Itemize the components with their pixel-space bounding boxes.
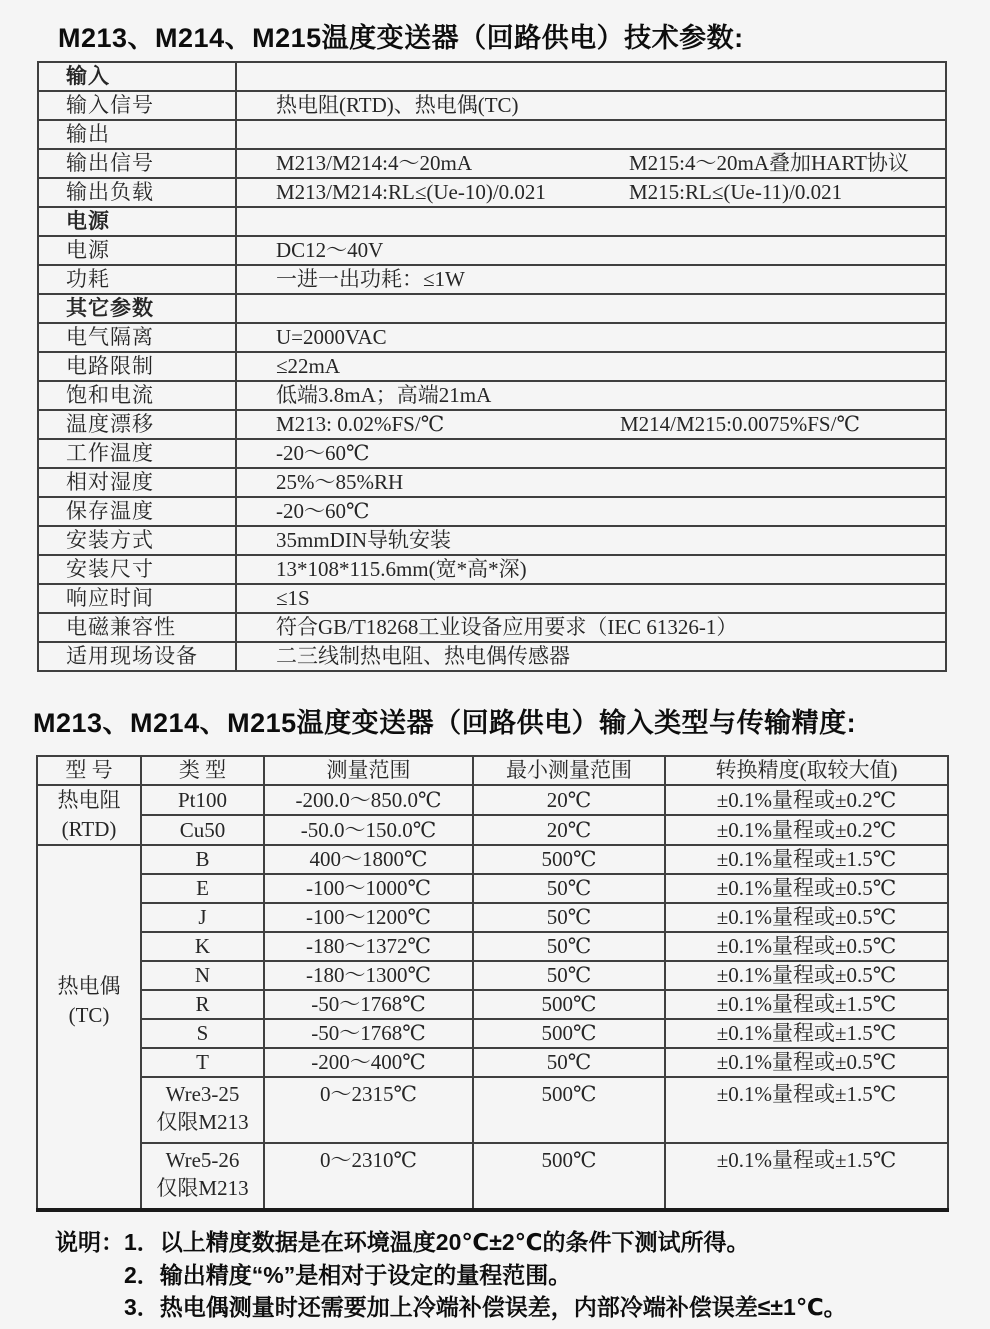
param-label: 输入信号	[38, 91, 236, 120]
table-row	[37, 874, 948, 903]
param-value: 13*108*115.6mm(宽*高*深)	[236, 555, 946, 584]
param-value: 低端3.8mA；高端21mA	[236, 381, 946, 410]
min-range-cell: 500℃	[473, 1077, 665, 1143]
table-row	[38, 497, 946, 526]
range-cell: -50.0～150.0℃	[264, 815, 473, 845]
col-header-model: 型 号	[37, 756, 141, 785]
param-label: 温度漂移	[38, 410, 236, 439]
param-value: ≤22mA	[236, 352, 946, 381]
param-value: 一进一出功耗：≤1W	[236, 265, 946, 294]
range-cell: 0～2310℃	[264, 1143, 473, 1210]
table-row	[38, 410, 946, 439]
min-range-cell: 50℃	[473, 961, 665, 990]
col-header-min-range: 最小测量范围	[473, 756, 665, 785]
table-row	[38, 265, 946, 294]
range-cell: -200～400℃	[264, 1048, 473, 1077]
param-value-right: M215:RL≤(Ue-11)/0.021	[629, 180, 843, 204]
table-row	[38, 468, 946, 497]
param-value	[236, 178, 946, 207]
param-label: 输出信号	[38, 149, 236, 178]
param-label: 输出负载	[38, 178, 236, 207]
table-row	[38, 91, 946, 120]
param-label: 保存温度	[38, 497, 236, 526]
type-cell: K	[141, 932, 264, 961]
header-row	[37, 756, 948, 785]
param-value: 符合GB/T18268工业设备应用要求（IEC 61326-1）	[236, 613, 946, 642]
param-label: 电磁兼容性	[38, 613, 236, 642]
param-value: ≤1S	[236, 584, 946, 613]
section-label: 电源	[38, 207, 236, 236]
table-row	[38, 207, 946, 236]
table-row	[38, 439, 946, 468]
table-row	[37, 932, 948, 961]
accuracy-cell: ±0.1%量程或±0.5℃	[665, 932, 948, 961]
model-group-abbr: (RTD)	[61, 817, 117, 841]
param-value: 25%～85%RH	[236, 468, 946, 497]
table-row	[38, 381, 946, 410]
section-label: 输出	[38, 120, 236, 149]
tech-params-table	[37, 61, 947, 672]
type-note: 仅限M213	[156, 1176, 249, 1200]
param-label: 工作温度	[38, 439, 236, 468]
range-cell: -50～1768℃	[264, 1019, 473, 1048]
param-label: 安装方式	[38, 526, 236, 555]
param-label: 响应时间	[38, 584, 236, 613]
min-range-cell: 20℃	[473, 815, 665, 845]
col-header-accuracy: 转换精度(取较大值)	[665, 756, 948, 785]
model-group-name: 热电偶	[57, 974, 121, 998]
range-cell: 400～1800℃	[264, 845, 473, 874]
tech-params-title: M213、M214、M215温度变送器（回路供电）技术参数:	[58, 23, 744, 53]
param-label: 电源	[38, 236, 236, 265]
table-row	[37, 845, 948, 874]
section-label: 输入	[38, 62, 236, 91]
table-row	[38, 323, 946, 352]
section-label: 其它参数	[38, 294, 236, 323]
model-group-name-wrap	[38, 972, 140, 1030]
type-cell: Cu50	[141, 815, 264, 845]
min-range-cell: 50℃	[473, 1048, 665, 1077]
accuracy-cell: ±0.1%量程或±0.5℃	[665, 903, 948, 932]
range-cell: -50～1768℃	[264, 990, 473, 1019]
table-row	[38, 62, 946, 91]
accuracy-cell: ±0.1%量程或±1.5℃	[665, 1019, 948, 1048]
type-name: Wre3-25	[165, 1082, 240, 1106]
range-cell: 0～2315℃	[264, 1077, 473, 1143]
range-cell: -100～1200℃	[264, 903, 473, 932]
table-row	[37, 1048, 948, 1077]
table-row	[37, 1019, 948, 1048]
table-row	[38, 584, 946, 613]
type-cell: T	[141, 1048, 264, 1077]
param-label: 电路限制	[38, 352, 236, 381]
param-value: DC12～40V	[236, 236, 946, 265]
table-row	[37, 903, 948, 932]
param-value	[236, 410, 946, 439]
table-row	[37, 785, 948, 815]
type-cell: Pt100	[141, 785, 264, 815]
type-cell: S	[141, 1019, 264, 1048]
accuracy-cell: ±0.1%量程或±0.2℃	[665, 785, 948, 815]
table-row	[37, 1077, 948, 1143]
accuracy-cell: ±0.1%量程或±0.2℃	[665, 815, 948, 845]
note-item: 1．以上精度数据是在环境温度20℃±2℃的条件下测试所得。	[124, 1229, 750, 1255]
range-cell: -180～1300℃	[264, 961, 473, 990]
param-label: 适用现场设备	[38, 642, 236, 671]
param-label: 相对湿度	[38, 468, 236, 497]
param-value-left: M213: 0.02%FS/℃	[276, 412, 445, 436]
notes-block	[55, 1226, 847, 1324]
param-label: 电气隔离	[38, 323, 236, 352]
type-cell: R	[141, 990, 264, 1019]
accuracy-cell: ±0.1%量程或±1.5℃	[665, 1143, 948, 1210]
param-value-left: M213/M214:4～20mA	[276, 151, 473, 175]
min-range-cell: 50℃	[473, 874, 665, 903]
model-group-tc-cell	[37, 845, 141, 1210]
type-cell	[141, 1143, 264, 1210]
min-range-cell: 50℃	[473, 932, 665, 961]
param-value: -20～60℃	[236, 497, 946, 526]
accuracy-cell: ±0.1%量程或±0.5℃	[665, 874, 948, 903]
table-row	[37, 815, 948, 845]
type-name: Wre5-26	[165, 1148, 240, 1172]
param-value-right: M215:4～20mA叠加HART协议	[629, 151, 909, 175]
min-range-cell: 20℃	[473, 785, 665, 815]
model-group-rtd-cell	[37, 785, 141, 845]
type-cell: N	[141, 961, 264, 990]
table-row	[38, 149, 946, 178]
table-row	[38, 294, 946, 323]
accuracy-cell: ±0.1%量程或±1.5℃	[665, 1077, 948, 1143]
accuracy-cell: ±0.1%量程或±0.5℃	[665, 1048, 948, 1077]
col-header-type: 类 型	[141, 756, 264, 785]
table-row	[38, 236, 946, 265]
param-value	[236, 62, 946, 91]
min-range-cell: 500℃	[473, 1019, 665, 1048]
min-range-cell: 500℃	[473, 1143, 665, 1210]
range-cell: -200.0～850.0℃	[264, 785, 473, 815]
table-row	[38, 642, 946, 671]
table-row	[38, 352, 946, 381]
accuracy-table-title: M213、M214、M215温度变送器（回路供电）输入类型与传输精度:	[33, 708, 857, 738]
col-header-range: 测量范围	[264, 756, 473, 785]
param-value	[236, 207, 946, 236]
notes-prefix: 说明：	[55, 1229, 124, 1255]
range-cell: -180～1372℃	[264, 932, 473, 961]
param-label: 功耗	[38, 265, 236, 294]
model-group-name: 热电阻	[57, 788, 121, 812]
input-type-accuracy-table	[36, 755, 949, 1212]
note-item: 2．输出精度“%”是相对于设定的量程范围。	[124, 1261, 572, 1288]
range-cell: -100～1000℃	[264, 874, 473, 903]
type-cell: B	[141, 845, 264, 874]
param-value	[236, 149, 946, 178]
param-value: 35mmDIN导轨安装	[236, 526, 946, 555]
param-value	[236, 120, 946, 149]
param-value: 二三线制热电阻、热电偶传感器	[236, 642, 946, 671]
param-value-right: M214/M215:0.0075%FS/℃	[620, 412, 860, 436]
model-group-abbr: (TC)	[68, 1003, 110, 1027]
param-value-left: M213/M214:RL≤(Ue-10)/0.021	[276, 180, 546, 204]
type-cell: E	[141, 874, 264, 903]
accuracy-cell: ±0.1%量程或±1.5℃	[665, 845, 948, 874]
param-label: 安装尺寸	[38, 555, 236, 584]
type-cell: J	[141, 903, 264, 932]
table-row	[37, 1143, 948, 1210]
min-range-cell: 50℃	[473, 903, 665, 932]
param-value: -20～60℃	[236, 439, 946, 468]
table-row	[37, 961, 948, 990]
min-range-cell: 500℃	[473, 845, 665, 874]
table-row	[37, 990, 948, 1019]
param-value	[236, 294, 946, 323]
type-cell	[141, 1077, 264, 1143]
table-row	[38, 120, 946, 149]
table-row	[38, 613, 946, 642]
accuracy-cell: ±0.1%量程或±0.5℃	[665, 961, 948, 990]
notes-list	[124, 1226, 847, 1324]
param-value: 热电阻(RTD)、热电偶(TC)	[236, 91, 946, 120]
param-value: U=2000VAC	[236, 323, 946, 352]
type-note: 仅限M213	[156, 1110, 249, 1134]
table-row	[38, 555, 946, 584]
accuracy-cell: ±0.1%量程或±1.5℃	[665, 990, 948, 1019]
table-row	[38, 526, 946, 555]
table-row	[38, 178, 946, 207]
param-label: 饱和电流	[38, 381, 236, 410]
min-range-cell: 500℃	[473, 990, 665, 1019]
note-item: 3．热电偶测量时还需要加上冷端补偿误差，内部冷端补偿误差≤±1℃。	[124, 1294, 847, 1320]
